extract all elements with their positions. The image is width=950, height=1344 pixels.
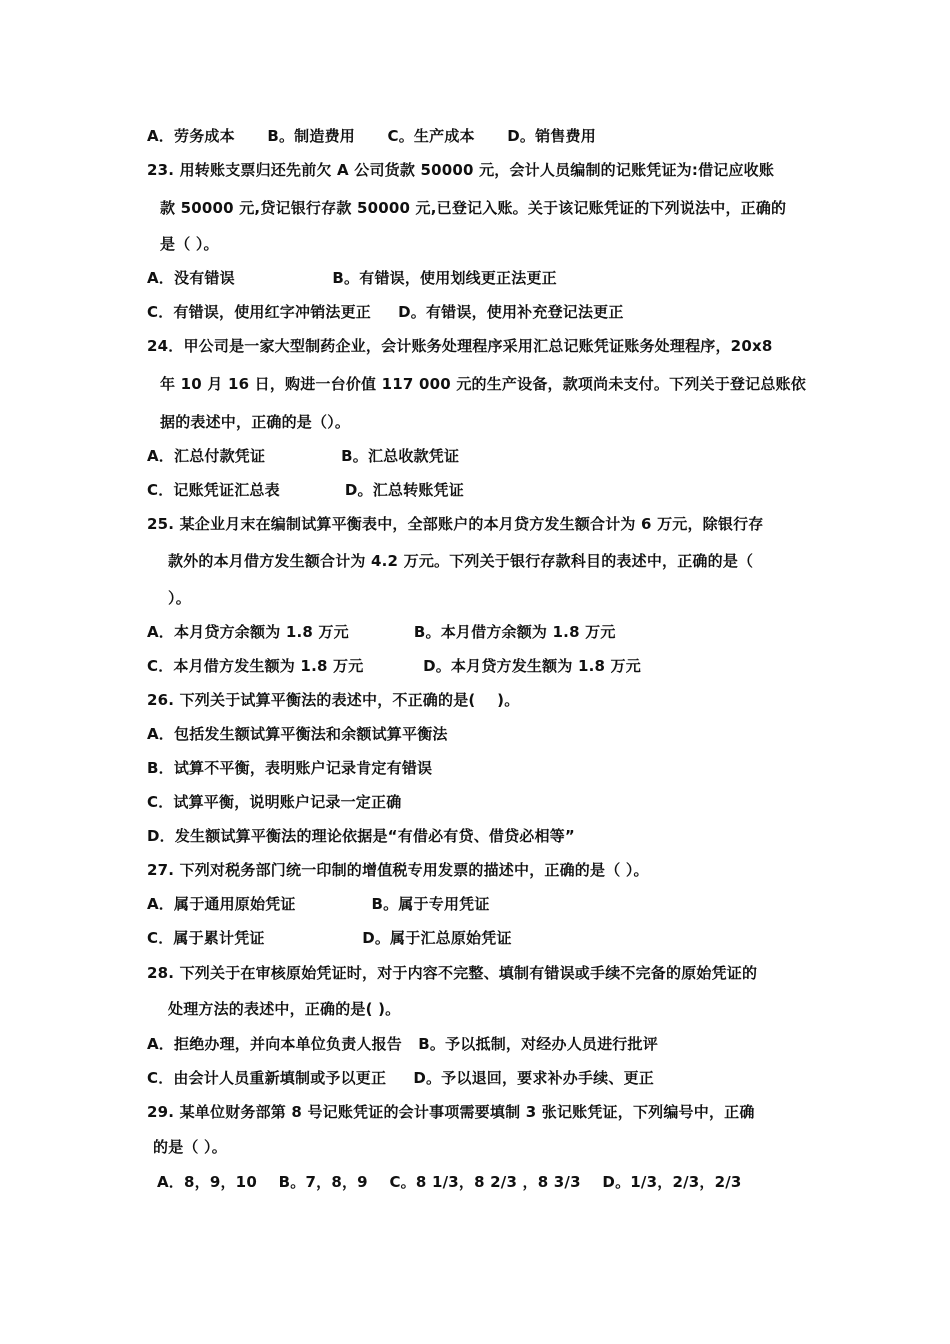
q28-options-line-1: A．拒绝办理，并向本单位负责人报告 B。予以抵制，对经办人员进行批评 bbox=[147, 1035, 658, 1053]
q23-options-line-1: A．没有错误 B。有错误，使用划线更正法更正 bbox=[147, 269, 557, 287]
q29-options-line: A．8，9，10 B。7，8，9 C。8 1/3，8 2/3 ，8 3/3 D。1/3，2/3，2/3 bbox=[157, 1173, 742, 1191]
q26-option-c: C．试算平衡，说明账户记录一定正确 bbox=[147, 793, 402, 811]
q27-stem-line-1: 27. 下列对税务部门统一印制的增值税专用发票的描述中，正确的是（ ）。 bbox=[147, 861, 649, 879]
q24-stem-line-3: 据的表述中，正确的是（）。 bbox=[160, 413, 351, 431]
q28-stem-line-2: 处理方法的表述中，正确的是( )。 bbox=[168, 1000, 401, 1018]
q29-stem-line-2: 的是（ ）。 bbox=[153, 1138, 227, 1156]
q25-stem-line-3: ）。 bbox=[168, 589, 191, 607]
q25-stem-line-2: 款外的本月借方发生额合计为 4.2 万元。下列关于银行存款科目的表述中，正确的是（ bbox=[168, 552, 754, 570]
q25-options-line-1: A．本月贷方余额为 1.8 万元 B。本月借方余额为 1.8 万元 bbox=[147, 623, 616, 641]
q25-options-line-2: C．本月借方发生额为 1.8 万元 D。本月贷方发生额为 1.8 万元 bbox=[147, 657, 641, 675]
q27-options-line-2: C．属于累计凭证 D。属于汇总原始凭证 bbox=[147, 929, 512, 947]
q28-stem-line-1: 28. 下列关于在审核原始凭证时，对于内容不完整、填制有错误或手续不完备的原始凭证的 bbox=[147, 964, 758, 982]
q27-options-line-1: A．属于通用原始凭证 B。属于专用凭证 bbox=[147, 895, 490, 913]
q23-stem-line-3: 是（ ）。 bbox=[160, 235, 219, 253]
q26-option-d: D．发生额试算平衡法的理论依据是“有借必有贷、借贷必相等” bbox=[147, 827, 575, 845]
q23-stem-line-2: 款 50000 元,贷记银行存款 50000 元,已登记入账。关于该记账凭证的下列说法中，正确的 bbox=[160, 199, 787, 217]
q24-options-line-2: C．记账凭证汇总表 D。汇总转账凭证 bbox=[147, 481, 464, 499]
q26-option-b: B．试算不平衡，表明账户记录肯定有错误 bbox=[147, 759, 433, 777]
q23-stem-line-1: 23. 用转账支票归还先前欠 A 公司货款 50000 元，会计人员编制的记账凭证为:借记应收账 bbox=[147, 161, 775, 179]
q26-option-a: A．包括发生额试算平衡法和余额试算平衡法 bbox=[147, 725, 448, 743]
q26-stem-line-1: 26. 下列关于试算平衡法的表述中，不正确的是( )。 bbox=[147, 691, 520, 709]
q22-options-line: A．劳务成本 B。制造费用 C。生产成本 D。销售费用 bbox=[147, 127, 596, 145]
q28-options-line-2: C．由会计人员重新填制或予以更正 D。予以退回，要求补办手续、更正 bbox=[147, 1069, 654, 1087]
q24-stem-line-2: 年 10 月 16 日，购进一台价值 117 000 元的生产设备，款项尚未支付。下列关于登记总账依 bbox=[160, 375, 806, 393]
q24-stem-line-1: 24．甲公司是一家大型制药企业，会计账务处理程序采用汇总记账凭证账务处理程序，20x8 bbox=[147, 337, 773, 355]
q25-stem-line-1: 25. 某企业月末在编制试算平衡表中，全部账户的本月贷方发生额合计为 6 万元，除银行存 bbox=[147, 515, 764, 533]
q23-options-line-2: C．有错误，使用红字冲销法更正 D。有错误，使用补充登记法更正 bbox=[147, 303, 624, 321]
q24-options-line-1: A．汇总付款凭证 B。汇总收款凭证 bbox=[147, 447, 460, 465]
q29-stem-line-1: 29. 某单位财务部第 8 号记账凭证的会计事项需要填制 3 张记账凭证，下列编号中，正确 bbox=[147, 1103, 755, 1121]
